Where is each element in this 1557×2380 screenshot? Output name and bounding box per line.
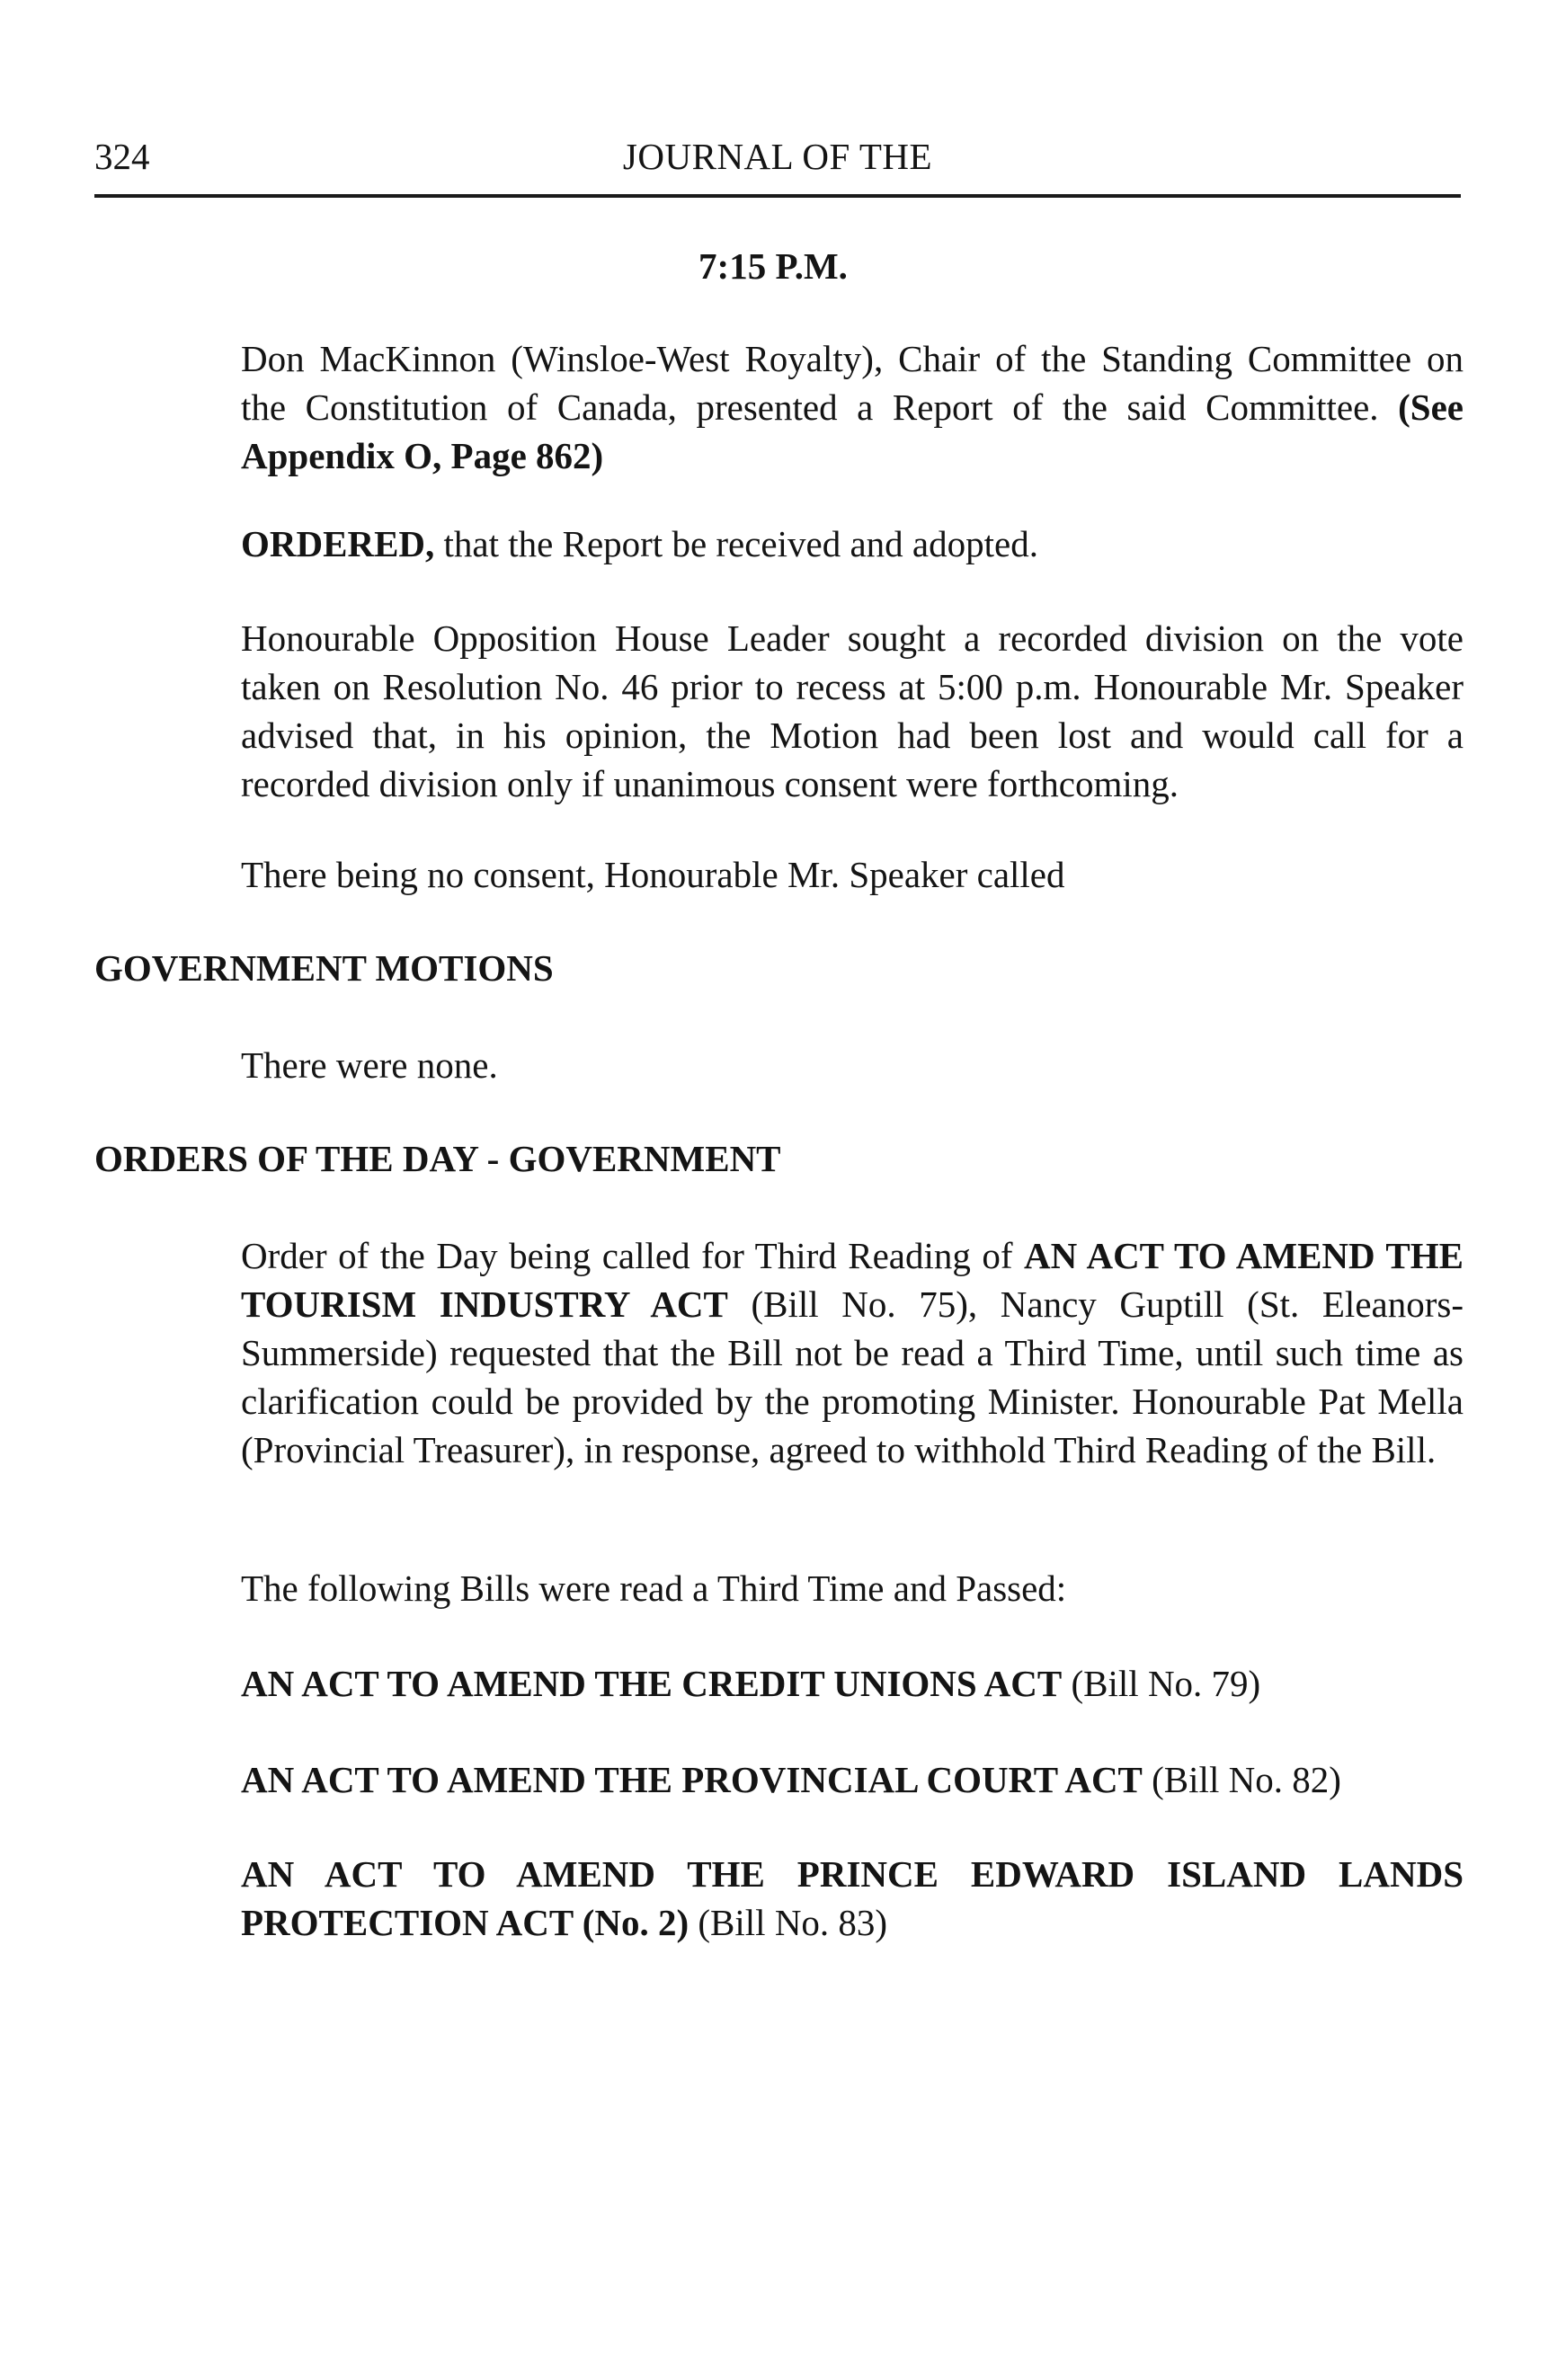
bill-title: AN ACT TO AMEND THE PRINCE EDWARD ISLAND LANDS PROTECTION ACT (No. 2)	[241, 1853, 1464, 1943]
page-header	[94, 135, 1461, 198]
orders-of-the-day-heading: ORDERS OF THE DAY - GOVERNMENT	[94, 1138, 781, 1179]
running-head: JOURNAL OF THE	[622, 136, 933, 177]
appendix-reference: (See Appendix O, Page 862)	[241, 386, 1464, 476]
government-motions-heading: GOVERNMENT MOTIONS	[94, 947, 554, 989]
report-paragraph	[241, 334, 1464, 480]
bill-title: AN ACT TO AMEND THE CREDIT UNIONS ACT	[241, 1663, 1063, 1704]
division-paragraph: Honourable Opposition House Leader sought a recorded division on the vote taken on Resolution No. 46 prior to recess at 5:00 p.m. Honourable Mr. Speaker advised that, in his opinion, the Motion had been lost and would call for a recorded division only if unanimous consent were forthcoming.	[241, 617, 1464, 804]
report-text: Don MacKinnon (Winsloe-West Royalty), Chair of the Standing Committee on the Constitution of Canada, presented a Report of the said Committee.	[241, 338, 1464, 428]
third-reading-text-end: (Bill No. 75), Nancy Guptill (St. Eleanors-Summerside) requested that the Bill not be read a Third Time, until such time as clarification could be provided by the promoting Minister. Honourable Pat Mella (Provincial Treasurer), in response, agreed to withhold Third Reading of the Bill.	[241, 1283, 1464, 1470]
ordered-paragraph	[241, 520, 1464, 568]
bill-item	[241, 1850, 1464, 1947]
ordered-label: ORDERED,	[241, 523, 435, 564]
bill-item	[241, 1755, 1464, 1804]
tourism-bill-title: AN ACT TO AMEND THE TOURISM INDUSTRY ACT	[241, 1235, 1464, 1325]
bill-number: (Bill No. 79)	[1062, 1663, 1261, 1704]
third-reading-text-start: Order of the Day being called for Third Reading of	[241, 1235, 1025, 1276]
passed-bills-intro: The following Bills were read a Third Time and Passed:	[241, 1567, 1067, 1609]
page-number: 324	[94, 136, 150, 177]
none-paragraph: There were none.	[241, 1044, 498, 1086]
ordered-text: that the Report be received and adopted.	[434, 523, 1038, 564]
bill-number: (Bill No. 83)	[689, 1902, 888, 1943]
time-heading: 7:15 P.M.	[698, 245, 848, 287]
bill-number: (Bill No. 82)	[1142, 1759, 1341, 1800]
third-reading-paragraph	[241, 1231, 1464, 1474]
bill-item	[241, 1659, 1464, 1708]
bill-title: AN ACT TO AMEND THE PROVINCIAL COURT ACT	[241, 1759, 1143, 1800]
consent-paragraph: There being no consent, Honourable Mr. Speaker called	[241, 854, 1065, 895]
